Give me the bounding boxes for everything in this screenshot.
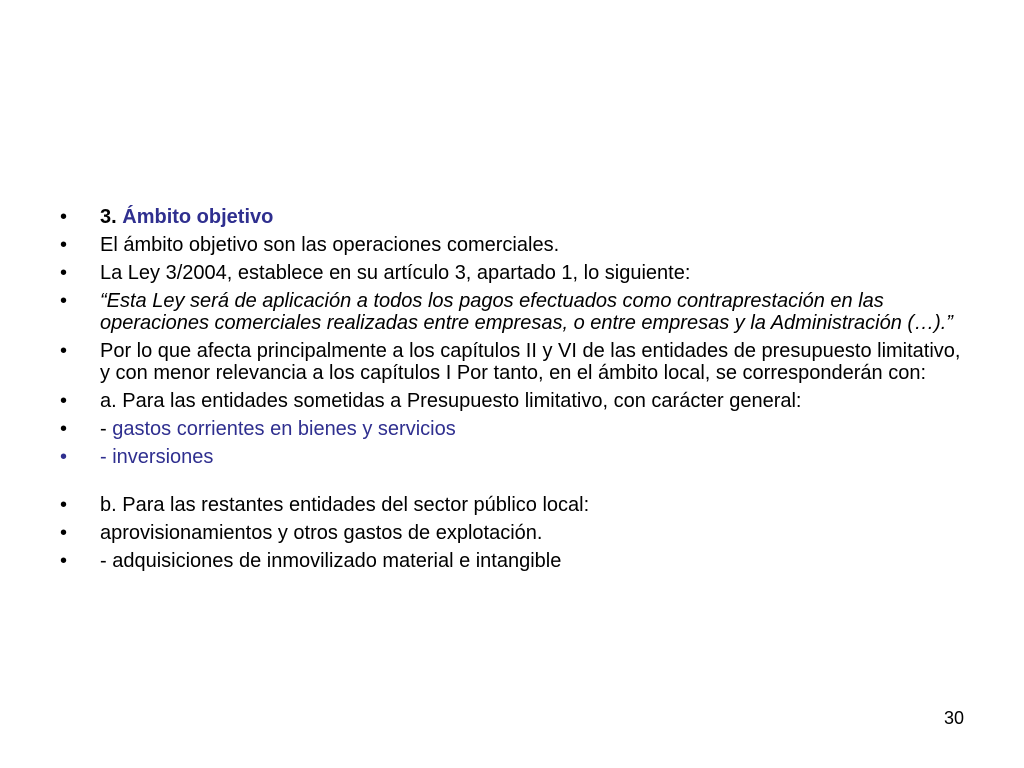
list-item-text: La Ley 3/2004, establece en su artículo 3, apartado 1, lo siguiente:	[100, 262, 691, 284]
list-item	[60, 494, 970, 516]
bullet: •	[60, 390, 68, 412]
list-item	[60, 550, 970, 572]
spacer	[60, 474, 970, 494]
list-item-text: Por lo que afecta principalmente a los capítulos II y VI de las entidades de presupuesto limitativo, y con menor relevancia a los capítulos I Por tanto, en el ámbito local, se corresponderán con:	[100, 340, 961, 384]
heading-number: 3.	[100, 206, 123, 228]
list-item	[60, 390, 970, 412]
list-item-text: a. Para las entidades sometidas a Presupuesto limitativo, con carácter general:	[100, 390, 802, 412]
bullet: •	[60, 290, 68, 312]
bullet: •	[60, 446, 68, 468]
list-item	[60, 446, 970, 468]
bullet: •	[60, 494, 68, 516]
bullet: •	[60, 550, 68, 572]
list-item	[60, 262, 970, 284]
list-item	[60, 418, 970, 440]
list-item-heading	[60, 206, 970, 228]
slide-bullet-list	[60, 206, 970, 578]
list-item-text: aprovisionamientos y otros gastos de explotación.	[100, 522, 543, 544]
bullet: •	[60, 418, 68, 440]
bullet: •	[60, 262, 68, 284]
bullet: •	[60, 206, 68, 228]
list-item-text: b. Para las restantes entidades del sector público local:	[100, 494, 590, 516]
bullet: •	[60, 340, 68, 362]
list-item-text-blue: - inversiones	[100, 446, 214, 468]
bullet: •	[60, 522, 68, 544]
list-item	[60, 340, 970, 384]
list-item-text: El ámbito objetivo son las operaciones comerciales.	[100, 234, 560, 256]
quote-text: “Esta Ley será de aplicación a todos los pagos efectuados como contraprestación en las operaciones comerciales realizadas entre empresas, o entre empresas y la Administración (…).”	[100, 290, 953, 334]
list-item-text: - adquisiciones de inmovilizado material e intangible	[100, 550, 562, 572]
list-item-dash: -	[100, 418, 113, 440]
heading-title: Ámbito objetivo	[122, 206, 274, 228]
list-item	[60, 234, 970, 256]
list-item-text-blue: gastos corrientes en bienes y servicios	[112, 418, 456, 440]
list-item	[60, 522, 970, 544]
list-item-quote	[60, 290, 970, 334]
bullet: •	[60, 234, 68, 256]
page-number: 30	[943, 708, 964, 728]
